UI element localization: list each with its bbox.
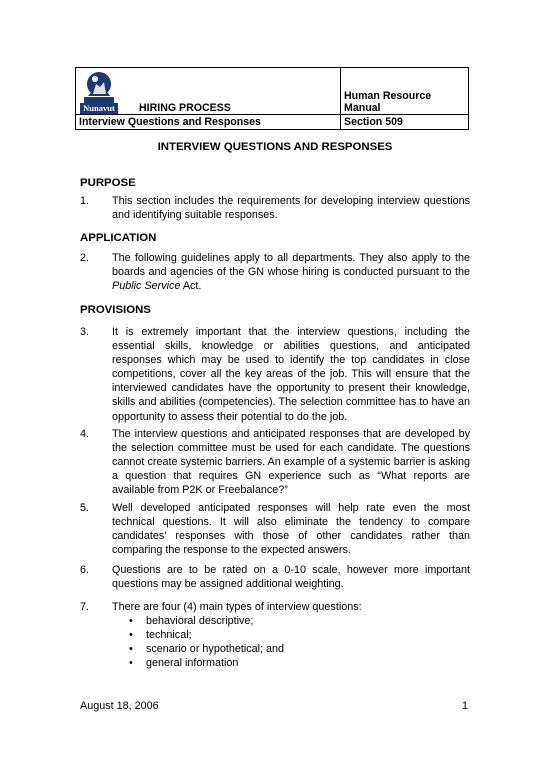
paragraph-text: This section includes the requirements for developing interview questions and identifying suitable responses.: [112, 195, 470, 222]
header-title: HIRING PROCESS: [139, 102, 231, 114]
list-item: • scenario or hypothetical; and: [126, 642, 284, 656]
list-item: • general information: [126, 656, 284, 670]
paragraph-text: The following guidelines apply to all departments. They also apply to the boards and agencies of the GN whose hiring is conducted pursuant to the Public Service Act.: [112, 252, 470, 293]
document-header-table: [75, 67, 469, 130]
paragraph-number: 2.: [80, 252, 90, 264]
paragraph-number: 1.: [80, 195, 90, 207]
list-item: • technical;: [126, 628, 284, 642]
paragraph-text: There are four (4) main types of interview questions:: [112, 601, 362, 613]
paragraph-7: [80, 600, 470, 614]
paragraph-text: Well developed anticipated responses will help rate even the most technical questions. It will also eliminate the tendency to compare candidates’ responses with those of other candidates rather than comparing the response to the expected answers.: [112, 502, 470, 557]
paragraph-text: The interview questions and anticipated responses that are developed by the selection committee must be used for each candidate. The questions cannot create systemic barriers. An example of a systemic barrier is asking a question that requires GN experience such as “What reports are available from P2K or Freebalance?”: [112, 428, 470, 497]
header-title-cell: [76, 68, 341, 115]
paragraph-6: [80, 563, 470, 591]
list-item: • behavioral descriptive;: [126, 614, 284, 628]
page-number: 1: [462, 700, 469, 712]
question-types-list: [126, 614, 284, 670]
header-manual: Human Resource Manual: [341, 68, 469, 115]
paragraph-number: 7.: [80, 601, 90, 613]
footer-date: August 18, 2006: [80, 700, 159, 712]
paragraph-number: 3.: [80, 326, 90, 338]
paragraph-3: [80, 325, 470, 424]
paragraph-2: [80, 251, 470, 293]
inukshuk-seal-icon: [80, 70, 118, 104]
nunavut-logo: [80, 70, 118, 114]
section-heading-purpose: PURPOSE: [80, 177, 136, 189]
paragraph-text: Questions are to be rated on a 0-10 scale, however more important questions may be assigned additional weighting.: [112, 564, 470, 591]
section-heading-provisions: PROVISIONS: [80, 304, 151, 316]
paragraph-number: 4.: [80, 428, 90, 440]
paragraph-5: [80, 501, 470, 557]
header-section: Section 509: [341, 115, 469, 130]
paragraph-number: 6.: [80, 564, 90, 576]
act-name: Public Service: [112, 280, 181, 293]
paragraph-text: It is extremely important that the interview questions, including the essential skills, knowledge or abilities questions, and anticipated responses which may be used to identify the top candidates in close competitions, cover all the key areas of the job. This will ensure that the interviewed candidates have the opportunity to present their knowledge, skills and abilities (competencies). The selection committee has to have an opportunity to assess their potential to do the job.: [112, 326, 470, 423]
section-heading-application: APPLICATION: [80, 232, 157, 244]
paragraph-number: 5.: [80, 502, 90, 514]
paragraph-4: [80, 427, 470, 497]
header-subtitle: Interview Questions and Responses: [76, 115, 341, 130]
document-title: INTERVIEW QUESTIONS AND RESPONSES: [157, 141, 393, 153]
paragraph-1: [80, 194, 470, 222]
logo-wordmark: Nunavut: [80, 103, 118, 114]
